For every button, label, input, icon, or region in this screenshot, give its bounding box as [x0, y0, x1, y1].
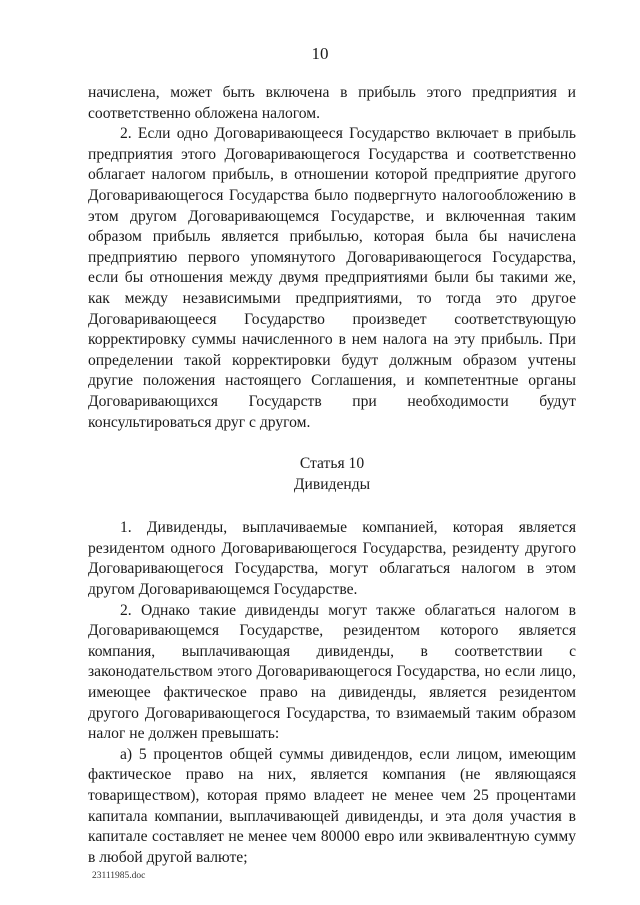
document-body	[88, 83, 576, 868]
paragraph-dividends-1: 1. Дивиденды, выплачиваемые компанией, которая является резидентом одного Договаривающегося Государства, резиденту другого Договаривающегося Государства, могут облагаться налогом в этом другом Договаривающемся Государстве.	[88, 519, 576, 599]
paragraph-item-2: 2. Если одно Договаривающееся Государство включает в прибыль предприятия этого Договаривающегося Государства и соответственно облагает налогом прибыль, в отношении которой предприятие другого Договаривающегося Государства было подвергнуто налогообложению в этом другом Договаривающемся Государстве, и включенная таким образом прибыль является прибылью, которая была бы начислена предприятию первого упомянутого Договаривающегося Государства, если бы отношения между двумя предприятиями были бы такими же, как между независимыми предприятиями, то тогда это другое Договаривающееся Государство произведет соответствующую корректировку суммы начисленного в нем налога на эту прибыль. При определении такой корректировки будут должным образом учтены другие положения настоящего Соглашения, и компетентные органы Договаривающихся Государств при необходимости будут консультироваться друг с другом.	[88, 125, 576, 431]
paragraph-subitem-a: а) 5 процентов общей суммы дивидендов, если лицом, имеющим фактическое право на них, является компания (не являющаяся товариществом), которая прямо владеет не менее чем 25 процентами капитала компании, выплачивающей дивиденды, и эта доля участия в капитале составляет не менее чем 80000 евро или эквивалентную сумму в любой другой валюте;	[88, 745, 576, 866]
footer-file-name: 23111985.doc	[92, 871, 146, 881]
paragraph-dividends-2: 2. Однако такие дивиденды могут также облагаться налогом в Договаривающемся Государстве, резидентом которого является компания, выплачивающая дивиденды, в соответствии с законодательством этого Договаривающегося Государства, но если лицо, имеющее фактическое право на дивиденды, является резидентом другого Договаривающегося Государства, то взимаемый таким образом налог не должен превышать:	[88, 601, 576, 743]
article-title: Дивиденды	[293, 475, 371, 493]
page-number: 10	[311, 44, 329, 63]
article-heading: Статья 10	[299, 455, 365, 473]
paragraph-continuation: начислена, может быть включена в прибыль этого предприятия и соответственно обложена налогом.	[88, 84, 576, 122]
